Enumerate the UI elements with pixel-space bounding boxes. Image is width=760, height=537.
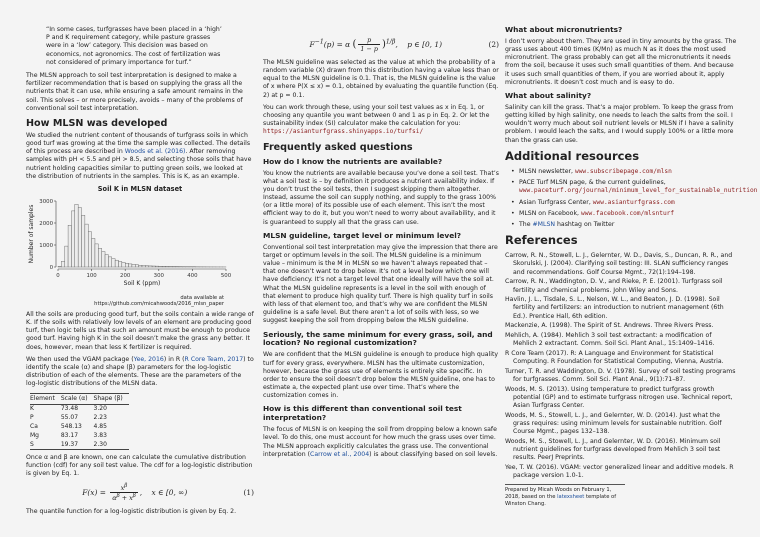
equation-2 (263, 36, 499, 54)
y-tick-label: 2000 (39, 220, 53, 227)
question-difference: How is this different than conventional soil test interpretation? (263, 404, 462, 423)
heading-additional-resources: Additional resources (505, 148, 640, 163)
reference-item: Havlin, J. L., Tisdale, S. L., Nelson, W. L., and Beaton, J. D. (1998). Soil fertility and fertilizers: an introduction to nutrient management (6th Ed.). Prentice Hall, 6th edition. (505, 296, 724, 320)
histogram-bar (105, 254, 108, 266)
histogram-bar (92, 238, 95, 267)
resources-list (511, 167, 758, 229)
question-availability: How do I know the nutrients are available? (263, 156, 443, 166)
histogram-bar (132, 264, 135, 267)
table-row: S 19.37 2.30 (30, 440, 129, 449)
reference-item: Carrow, R. N., Stowell, L. J., Gelernter, W. D., Davis, S., Duncan, R. R., and Skorulski, J. (2004). Clarifying soil testing: III. SLAN sufficiency ranges and recommendations. Golf Course Mgmt., 72(1):194–198. (505, 252, 733, 276)
intro-paragraph: The MLSN approach to soil test interpretation is designed to make a fertilizer recommendation that is based on supplying the grass all the nutrients that it can use, while ensuring a safe amount remains in the soil. This solves – or more precisely, avoids – many of the problems of conventional soil test interpretation. (26, 71, 243, 112)
equation-1-number: (1) (243, 487, 254, 497)
figure-caption: data available at https://github.com/micahwoods/2016_mlsn_paper (94, 294, 224, 308)
si-calculator-link[interactable]: https://asianturfgrass.shinyapps.io/turfsi/ (263, 128, 424, 136)
answer-micronutrients: I don’t worry about them. They are used in tiny amounts by the grass. The grass uses about 400 times (K/Mn) as much N as it does the most used micronutrient. The grass probably can get all the micronutrients it needs from the soil, because it uses such small quantities of them. And because it uses such small quantities of them, if you are worried about it, apply micronutrients. It doesn’t cost much and is easy to do. (505, 37, 737, 86)
table-row: P 55.07 2.23 (30, 413, 107, 421)
y-tick-label: 3000 (39, 198, 53, 205)
heading-references: References (505, 233, 578, 248)
quantile-paragraph: The quantile function for a log-logistic distribution is given by Eq. 2. (26, 507, 237, 515)
reference-item: Mackenzie, A. (1998). The Spirit of St. Andrews. Three Rivers Press. (505, 322, 714, 330)
answer-target-level: Conventional soil test interpretation may give the impression that there are target or optimum levels in the soil. The MLSN guideline is a minimum value – minimum is the M in MLSN so we haven’t always repeated that – that one doesn’t want to drop below. It’s not a level below which one will have deficiency. It’s not a target level that one ideally will have the soil at. What the MLSN guideline represents is a level in the soil with enough of that element to produce high quality turf. There is high quality turf in soils with less of that element too, and that’s why we are confident the MLSN guideline is a safe level. But there aren’t a lot of soils with less, so we suggest keeping the soil from dropping below the MLSN guideline. (263, 243, 498, 325)
histogram-bar (122, 262, 125, 267)
hashtag-link[interactable]: #MLSN (532, 220, 556, 228)
histogram-bar (58, 266, 61, 267)
histogram-bar (82, 215, 85, 267)
quote-text: “In some cases, turfgrasses have been placed in a ‘high’ P and K requirement category, while pasture grasses were in a ‘low’ category. This decision was based on economics, not agronomics. The cost of fertilization was not considered of primary importance for turf.” (46, 26, 222, 66)
x-tick-label: 100 (86, 272, 97, 279)
histogram-bar (166, 266, 169, 267)
citation-yee-2016[interactable]: Yee, 2016 (133, 355, 164, 363)
cdf-paragraph: Once α and β are known, one can calculate the cumulative distribution function (cdf) for any soil test value. The cdf for a log-logistic distribution is given by Eq. 1. (26, 454, 253, 478)
table-header: Element (30, 393, 61, 404)
histogram-bar (129, 264, 132, 267)
citation-woods-2016[interactable]: Woods et al. (2016) (124, 148, 186, 156)
answer-salinity: Salinity can kill the grass. That’s a major problem. To keep the grass from getting killed by high salinity, one needs to leach the salts from the soil. I wouldn’t worry much about soil nutrient levels or MLSN if I have a salinity problem. I would leach the salts, and I would supply 100% or a little more than the grass can use. (505, 103, 734, 144)
histogram-bar (115, 260, 118, 267)
histogram-bar (68, 225, 71, 267)
citation-carrow-2004[interactable]: Carrow et al., 2004 (310, 450, 370, 458)
histogram-bar (95, 244, 98, 267)
reference-item: Woods, M. S., Stowell, L. J., and Gelernter, W. D. (2016). Minimum soil nutrient guidelines for turfgrass developed from Mehlich 3 soil test results. PeerJ Preprints. (505, 437, 721, 462)
equation-2-body: $F^{-1}(p) = \alpha$ ( $\frac{p}{1 - p}$ )$^{1/\beta}$, p ∈ [0, 1) (309, 36, 442, 54)
list-item: • PACE Turf MLSN page, & the current guidelines, www.paceturf.org/journal/minimum_level_for_sustainable_nutrition (511, 179, 737, 195)
histogram-bar (139, 265, 142, 267)
equation-1 (26, 483, 254, 503)
x-tick-label: 400 (187, 272, 198, 279)
histogram-chart (26, 195, 254, 291)
calculator-paragraph: You can work through these, using your soil test values as x in Eq. 1, or choosing any quantile you want between 0 and 1 as p in Eq. 2. Or let the sustainability index (SI) calculator make the calculation for you: https://asianturfgrass.shinyapps.io/turfsi/ (263, 103, 490, 136)
histogram-bar (78, 207, 81, 266)
histogram-bar (162, 266, 165, 267)
x-tick-label: 500 (220, 272, 232, 279)
list-item: • The #MLSN hashtag on Twitter (511, 221, 737, 229)
histogram-bar (145, 265, 148, 266)
histogram-bar (98, 248, 101, 267)
list-item: • Asian Turfgrass Center, www.asianturfgrass.com (511, 199, 737, 207)
table-row: K 73.48 3.20 (30, 405, 107, 413)
figure-soil-k-histogram (26, 185, 254, 308)
x-tick-label: 0 (56, 272, 60, 279)
vgam-paragraph: We then used the VGAM package (Yee, 2016) in R (R Core Team, 2017) to identify the scale (α) and shape (β) parameters for the log-logistic distribution of each of the elements. These are the parameters of the log-logistic distributions of the MLSN data. (26, 355, 254, 388)
histogram-bar (142, 265, 145, 267)
table-row: Ca 548.13 4.85 (30, 422, 107, 430)
table-header: Scale (α) (61, 393, 94, 404)
x-axis-label: Soil K (ppm) (123, 279, 161, 287)
histogram-bar (118, 261, 121, 267)
reference-item: Woods, M. S., Stowell, L. J., and Gelernter, W. D. (2014). Just what the grass requires: using minimum levels for sustainable nutrition. Golf Course Mgmt., pages 132–138. (505, 411, 722, 436)
answer-difference: The focus of MLSN is on keeping the soil from dropping below a known safe level. To do this, one must account for how much the grass uses over time. The MLSN approach explicitly calculates the grass use. The conventional interpretation (Carrow et al., 2004) is about classifying based on soil levels. (263, 426, 498, 458)
histogram-bar (125, 263, 128, 267)
question-micronutrients: What about micronutrients? (505, 25, 623, 34)
histogram-bar (65, 246, 68, 267)
list-item: • MLSN on Facebook, www.facebook.com/mlsnturf (511, 210, 737, 218)
question-salinity: What about salinity? (505, 91, 592, 100)
newsletter-link[interactable]: www.subscribepage.com/mlsn (574, 167, 672, 175)
histogram-bar (152, 266, 155, 267)
soil-range-paragraph: All the soils are producing good turf, but the soils contain a wide range of K. If the soils with relatively low levels of an element are producing good turf, then logic tells us that such an amount must be enough to produce good turf. Having high K in the soil doesn’t make the grass any better. It does, however, mean that less K fertilizer is required. (26, 310, 254, 351)
equation-2-number: (2) (488, 40, 499, 50)
y-axis-label: Number of samples (28, 204, 35, 264)
parameter-table (30, 393, 129, 450)
x-tick-label: 300 (153, 272, 164, 279)
histogram-bar (135, 265, 138, 267)
column-left (26, 26, 254, 520)
histogram-bar (75, 204, 78, 267)
facebook-link[interactable]: www.facebook.com/mlsnturf (581, 209, 675, 217)
reference-item: Mehlich, A. (1984). Mehlich 3 soil test extractant: a modification of Mehlich 2 extractant. Comm. Soil Sci. Plant Anal., 15:1409–1416. (505, 331, 715, 348)
asianturfgrass-link[interactable]: www.asianturfgrass.com (592, 198, 675, 206)
reference-item: Yee, T. W. (2016). VGAM: vector generalized linear and additive models. R package version 1.0-1. (505, 463, 734, 479)
column-middle (263, 26, 499, 463)
answer-same-minimum: We are confident that the MLSN guideline is enough to produce high quality turf for every grass, everywhere. MLSN has the ultimate customization, however, because the grass use of elements is entirely site specific. In order to ensure the soil doesn’t drop below the MLSN guideline, one has to estimate a, the expected plant use over time. That’s where the customization comes in. (263, 351, 499, 400)
histogram-bar (155, 266, 158, 267)
histogram-bar (88, 232, 91, 267)
histogram-bar (149, 266, 152, 267)
reference-item: Woods, M. S. (2013). Using temperature to predict turfgrass growth potential (GP) and to estimate turfgrass nitrogen use. Technical report, Asian Turfgrass Center. (505, 385, 733, 409)
y-tick-label: 0 (49, 264, 53, 271)
reference-item: R Core Team (2017). R: A Language and Environment for Statistical Computing. R Foundation for Statistical Computing, Vienna, Austria. (505, 349, 724, 366)
table-row: Mg 83.17 3.83 (30, 431, 107, 439)
histogram-bar (85, 224, 88, 267)
x-tick-label: 200 (120, 272, 131, 279)
question-same-minimum: Seriously, the same minimum for every grass, soil, and location? No regional customization? (263, 329, 493, 348)
guideline-paragraph: The MLSN guideline was selected as the value at which the probability of a random variable (X) drawn from this distribution having a value less than or equal to the MLSN guideline is 0.1. That is, the MLSN guideline is the value of x where P(X ≤ x) = 0.1, obtained by evaluating the quantile function (Eq. 2) at p = 0.1. (263, 58, 499, 99)
reference-item: Carrow, R. N., Waddington, D. V., and Rieke, P. E. (2001). Turfgrass soil fertility and chemical problems. John Wiley and Sons. (505, 278, 723, 294)
histogram-bar (61, 261, 64, 267)
latexsheet-link[interactable]: latexsheet (557, 494, 585, 501)
histogram-bar (71, 211, 74, 267)
footer-note: Prepared by Micah Woods on February 1, 2018, based on the latexsheet template of Winston Chang. (505, 484, 625, 508)
development-paragraph: We studied the nutrient content of thousands of turfgrass soils in which good turf was growing at the time the sample was collected. The details of this process are described in Woods et al. (2016). After removing samples with pH < 5.5 and pH > 8.5, and selecting those soils that have nutrient holding capacities similar to putting green soils, we looked at the distribution of nutrients in the samples. This is K, as an example. (26, 131, 252, 180)
histogram-bar (112, 258, 115, 266)
answer-availability: You know the nutrients are available because you’ve done a soil test. That’s what a soil test is – by definition it produces a nutrient availability index. If you don’t trust the soil tests, then I suggest skipping them altogether. Instead, assume the soil can supply nothing, and supply to the grass 100% (or a little more) of its possible use of each element. This isn’t the most efficient way to do it, but you won’t need to worry about availability, and it is guaranteed to supply all that the grass can use. (263, 169, 499, 226)
list-item: • MLSN newsletter, www.subscribepage.com/mlsn (511, 168, 737, 176)
question-target-level: MLSN guideline, target level or minimum level? (263, 230, 462, 240)
y-tick-label: 1000 (39, 242, 53, 249)
histogram-bar (108, 257, 111, 267)
equation-1-body: F(x) = $\frac{x^\beta}{\alpha^\beta + x^\beta}$ , x ∈ [0, ∞) (82, 482, 188, 503)
table-header: Shape (β) (94, 393, 129, 404)
column-right (505, 25, 758, 508)
chart-title: Soil K in MLSN dataset (97, 185, 183, 194)
paceturf-link[interactable]: www.paceturf.org/journal/minimum_level_for_sustainable_nutrition (519, 187, 758, 195)
histogram-bar (159, 266, 162, 267)
heading-how-developed: How MLSN was developed (26, 117, 168, 129)
histogram-bar (102, 251, 105, 266)
reference-item: Turner, T. R. and Waddington, D. V. (1978). Survey of soil testing programs for turfgrasses. Comm. Soil Sci. Plant Anal., 9(1):71–87. (505, 367, 736, 383)
references-list (505, 252, 737, 480)
citation-r-core-team[interactable]: R Core Team, 2017 (184, 355, 244, 363)
heading-faq: Frequently asked questions (263, 141, 413, 153)
